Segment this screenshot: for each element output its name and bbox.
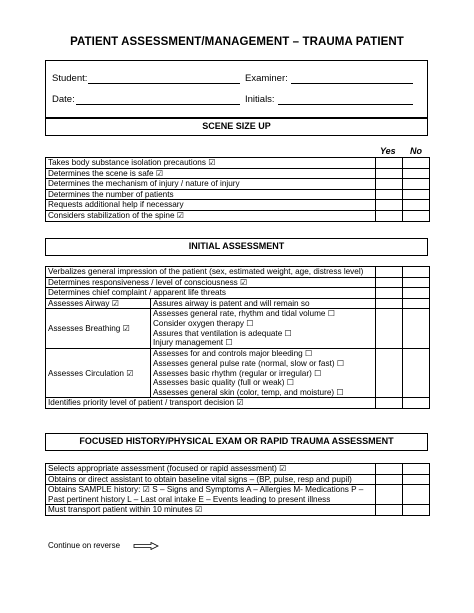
- airway-detail: Assures airway is patent and will remain so: [151, 298, 376, 309]
- initial-assessment-table: [45, 266, 430, 409]
- table-row: [46, 179, 430, 190]
- circulation-sub-item: Assesses general skin (color, temp, and moisture) ☐: [153, 387, 344, 397]
- yes-checkbox[interactable]: [376, 309, 403, 349]
- no-checkbox[interactable]: [403, 277, 430, 288]
- no-checkbox[interactable]: [403, 398, 430, 409]
- scene-size-up-heading: SCENE SIZE UP: [45, 118, 428, 136]
- no-checkbox[interactable]: [403, 485, 430, 505]
- circulation-sub-item: Assesses basic rhythm (regular or irregular) ☐: [153, 368, 322, 378]
- checklist-item: Considers stabilization of the spine ☑: [46, 210, 376, 221]
- table-row: [46, 189, 430, 200]
- initial-assessment-heading: INITIAL ASSESSMENT: [45, 238, 428, 256]
- yes-checkbox[interactable]: [376, 288, 403, 299]
- examiner-field[interactable]: [291, 83, 413, 84]
- circulation-label: Assesses Circulation ☑: [46, 349, 151, 398]
- continue-note: Continue on reverse: [48, 541, 121, 550]
- table-row: [46, 200, 430, 211]
- focused-history-heading: FOCUSED HISTORY/PHYSICAL EXAM OR RAPID TRAUMA ASSESSMENT: [45, 433, 428, 451]
- no-checkbox[interactable]: [403, 505, 430, 516]
- table-row: [46, 464, 430, 475]
- circulation-sub-item: Assesses for and controls major bleeding ☐: [153, 349, 313, 359]
- no-checkbox[interactable]: [403, 309, 430, 349]
- yes-checkbox[interactable]: [376, 267, 403, 278]
- yes-checkbox[interactable]: [376, 189, 403, 200]
- yes-checkbox[interactable]: [376, 349, 403, 398]
- table-row: [46, 474, 430, 485]
- yes-checkbox[interactable]: [376, 485, 403, 505]
- focused-history-table: [45, 463, 430, 516]
- no-column-header: No: [410, 146, 422, 156]
- no-checkbox[interactable]: [403, 179, 430, 190]
- date-field[interactable]: [76, 104, 240, 105]
- responsiveness-item: Determines responsiveness / level of consciousness ☑: [46, 277, 376, 288]
- yes-checkbox[interactable]: [376, 200, 403, 211]
- table-row: [46, 398, 430, 409]
- scene-size-up-table: [45, 157, 430, 222]
- no-checkbox[interactable]: [403, 210, 430, 221]
- no-checkbox[interactable]: [403, 298, 430, 309]
- initials-label: Initials:: [245, 94, 275, 105]
- airway-label: Assesses Airway ☑: [46, 298, 151, 309]
- checklist-item: Determines the scene is safe ☑: [46, 168, 376, 179]
- yes-checkbox[interactable]: [376, 210, 403, 221]
- checklist-item: Requests additional help if necessary: [46, 200, 376, 211]
- yes-checkbox[interactable]: [376, 505, 403, 516]
- table-row: [46, 277, 430, 288]
- table-row: [46, 309, 430, 349]
- chief-complaint-item: Determines chief complaint / apparent life threats: [46, 288, 376, 299]
- table-row: [46, 349, 430, 398]
- yes-checkbox[interactable]: [376, 277, 403, 288]
- examiner-label: Examiner:: [245, 73, 288, 84]
- yes-checkbox[interactable]: [376, 474, 403, 485]
- table-row: [46, 288, 430, 299]
- checklist-item: Must transport patient within 10 minutes ☑: [46, 505, 376, 516]
- circulation-sub-item: Assesses basic quality (full or weak) ☐: [153, 378, 295, 388]
- initials-field[interactable]: [278, 104, 413, 105]
- table-row: [46, 168, 430, 179]
- circulation-detail: [151, 349, 376, 398]
- yes-column-header: Yes: [380, 146, 396, 156]
- table-row: [46, 158, 430, 169]
- yes-checkbox[interactable]: [376, 168, 403, 179]
- breathing-sub-item: Assures that ventilation is adequate ☐: [153, 328, 292, 338]
- table-row: [46, 485, 430, 505]
- breathing-sub-item: Injury management ☐: [153, 338, 233, 348]
- no-checkbox[interactable]: [403, 158, 430, 169]
- yes-checkbox[interactable]: [376, 464, 403, 475]
- table-row: [46, 298, 430, 309]
- table-row: [46, 210, 430, 221]
- arrow-right-icon: [133, 542, 159, 550]
- student-label: Student:: [52, 73, 88, 84]
- no-checkbox[interactable]: [403, 168, 430, 179]
- table-row: [46, 505, 430, 516]
- yes-checkbox[interactable]: [376, 398, 403, 409]
- no-checkbox[interactable]: [403, 267, 430, 278]
- student-info-box: [45, 60, 428, 118]
- breathing-label: Assesses Breathing ☑: [46, 309, 151, 349]
- general-impression-item: Verbalizes general impression of the patient (sex, estimated weight, age, distress level): [46, 267, 376, 278]
- checklist-item: Obtains SAMPLE history: ☑ S – Signs and Symptoms A – Allergies M- Medications P – Past pertinent history L – Last oral intake E – Events leading to present illness: [46, 485, 376, 505]
- priority-item: Identifies priority level of patient / transport decision ☑: [46, 398, 376, 409]
- page-title: PATIENT ASSESSMENT/MANAGEMENT – TRAUMA PATIENT: [70, 36, 404, 48]
- checklist-item: Selects appropriate assessment (focused or rapid assessment) ☑: [46, 464, 376, 475]
- checklist-item: Determines the number of patients: [46, 189, 376, 200]
- no-checkbox[interactable]: [403, 464, 430, 475]
- yes-checkbox[interactable]: [376, 158, 403, 169]
- student-field[interactable]: [88, 83, 240, 84]
- no-checkbox[interactable]: [403, 288, 430, 299]
- no-checkbox[interactable]: [403, 200, 430, 211]
- no-checkbox[interactable]: [403, 474, 430, 485]
- checklist-item: Takes body substance isolation precautions ☑: [46, 158, 376, 169]
- table-row: [46, 267, 430, 278]
- yes-checkbox[interactable]: [376, 179, 403, 190]
- breathing-detail: [151, 309, 376, 349]
- checklist-item: Obtains or direct assistant to obtain baseline vital signs – (BP, pulse, resp and pupil): [46, 474, 376, 485]
- circulation-sub-item: Assesses general pulse rate (normal, slow or fast) ☐: [153, 358, 345, 368]
- date-label: Date:: [52, 94, 75, 105]
- breathing-sub-item: Consider oxygen therapy ☐: [153, 318, 254, 328]
- checklist-item: Determines the mechanism of injury / nature of injury: [46, 179, 376, 190]
- yes-checkbox[interactable]: [376, 298, 403, 309]
- no-checkbox[interactable]: [403, 189, 430, 200]
- breathing-sub-item: Assesses general rate, rhythm and tidal volume ☐: [153, 309, 336, 319]
- no-checkbox[interactable]: [403, 349, 430, 398]
